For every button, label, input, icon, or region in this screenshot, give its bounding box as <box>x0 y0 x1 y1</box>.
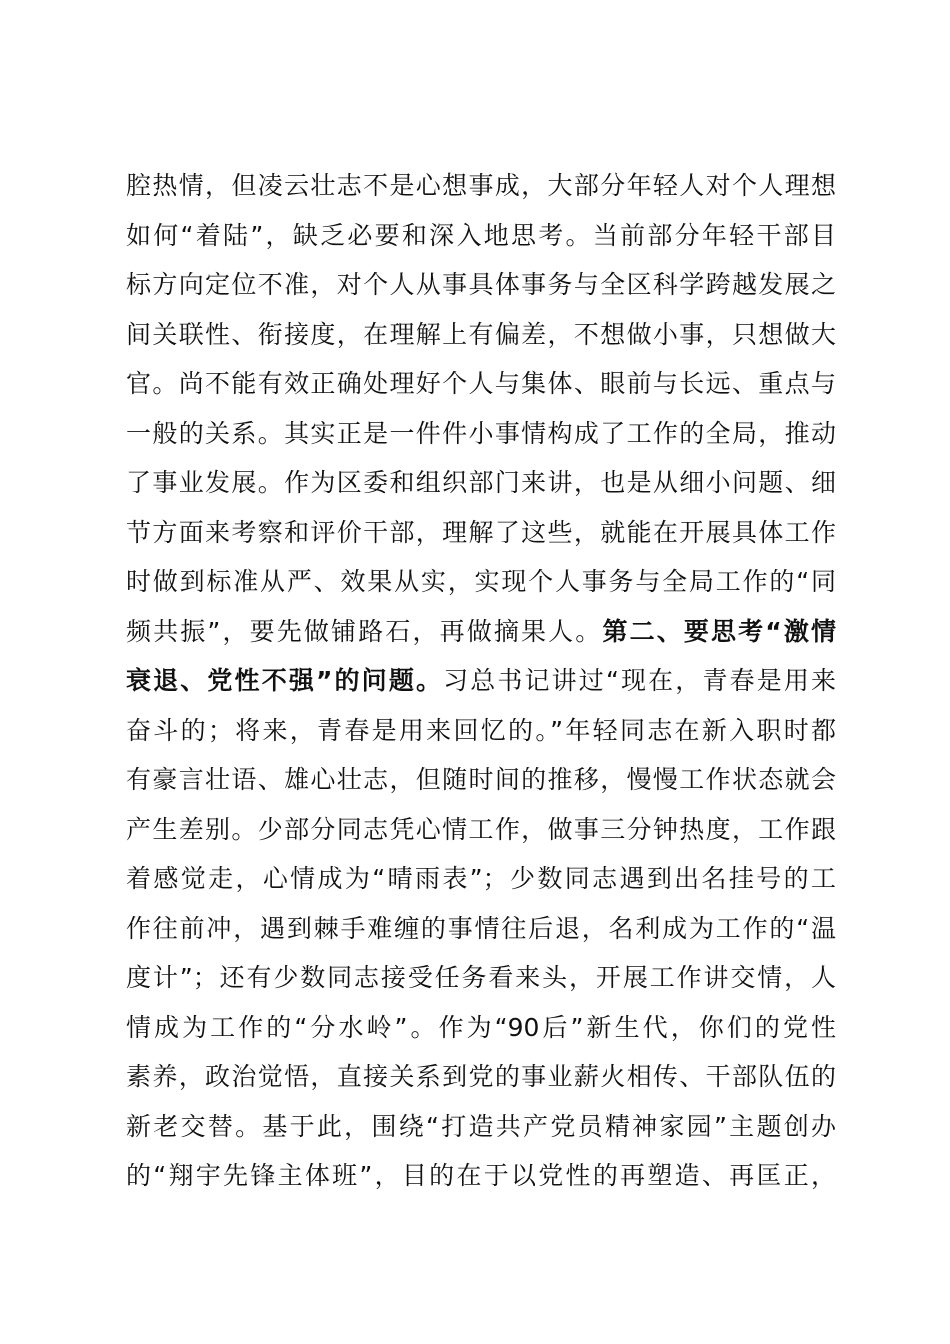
body-paragraph <box>126 161 836 1201</box>
text-run: 一般的关系。其实正是一件件小事情构成了工作的全局，推动 <box>126 418 836 448</box>
text-line <box>126 458 836 508</box>
text-line <box>126 607 836 657</box>
text-run: 标方向定位不准，对个人从事具体事务与全区科学跨越发展之 <box>126 270 836 299</box>
text-line <box>126 359 836 409</box>
text-line <box>126 557 836 607</box>
text-run: 作往前冲，遇到棘手难缠的事情往后退，名利成为工作的“温 <box>126 913 836 943</box>
text-line <box>126 904 836 954</box>
text-run: 素养，政治觉悟，直接关系到党的事业薪火相传、干部队伍的 <box>126 1062 836 1091</box>
text-line <box>126 260 836 310</box>
text-run: 新老交替。基于此，围绕“打造共产党员精神家园”主题创办 <box>126 1111 836 1141</box>
text-run: 着感觉走，心情成为“晴雨表”；少数同志遇到出名挂号的工 <box>126 864 836 893</box>
text-line <box>126 1052 836 1102</box>
text-run: 度计”；还有少数同志接受任务看来头，开展工作讲交情，人 <box>126 963 836 992</box>
text-line <box>126 1151 836 1201</box>
text-run: 腔热情，但凌云壮志不是心想事成，大部分年轻人对个人理想 <box>126 171 836 200</box>
section-heading-run: 第二、要思考“激情 <box>602 616 836 646</box>
text-run: 习总书记讲过“现在，青春是用来 <box>443 666 836 695</box>
text-line <box>126 1003 836 1053</box>
text-run: 了事业发展。作为区委和组织部门来讲，也是从细小问题、细 <box>126 468 836 497</box>
text-run: 情成为工作的“分水岭”。作为“90后”新生代，你们的党性 <box>126 1012 836 1042</box>
text-line <box>126 409 836 459</box>
text-run: 时做到标准从严、效果从实，实现个人事务与全局工作的“同 <box>126 567 836 596</box>
text-run: 节方面来考察和评价干部，理解了这些，就能在开展具体工作 <box>126 517 836 547</box>
text-run: 产生差别。少部分同志凭心情工作，做事三分钟热度，工作跟 <box>126 814 836 844</box>
text-line <box>126 161 836 211</box>
text-run: 的“翔宇先锋主体班”，目的在于以党性的再塑造、再匡正， <box>126 1161 836 1190</box>
text-line <box>126 211 836 261</box>
text-line <box>126 508 836 558</box>
text-line <box>126 1102 836 1152</box>
text-run: 奋斗的；将来，青春是用来回忆的。”年轻同志在新入职时都 <box>126 715 836 745</box>
text-line <box>126 805 836 855</box>
text-line <box>126 706 836 756</box>
text-run: 官。尚不能有效正确处理好个人与集体、眼前与长远、重点与 <box>126 369 836 398</box>
text-run: 频共振”，要先做铺路石，再做摘果人。 <box>126 616 603 646</box>
text-line <box>126 854 836 904</box>
text-run: 有豪言壮语、雄心壮志，但随时间的推移，慢慢工作状态就会 <box>126 765 836 794</box>
text-line <box>126 310 836 360</box>
text-line <box>126 656 836 706</box>
text-line <box>126 755 836 805</box>
section-heading-run: 衰退、党性不强”的问题。 <box>126 666 444 695</box>
text-run: 如何“着陆”，缺乏必要和深入地思考。当前部分年轻干部目 <box>126 220 836 250</box>
text-run: 间关联性、衔接度，在理解上有偏差，不想做小事，只想做大 <box>126 319 836 349</box>
text-line <box>126 953 836 1003</box>
